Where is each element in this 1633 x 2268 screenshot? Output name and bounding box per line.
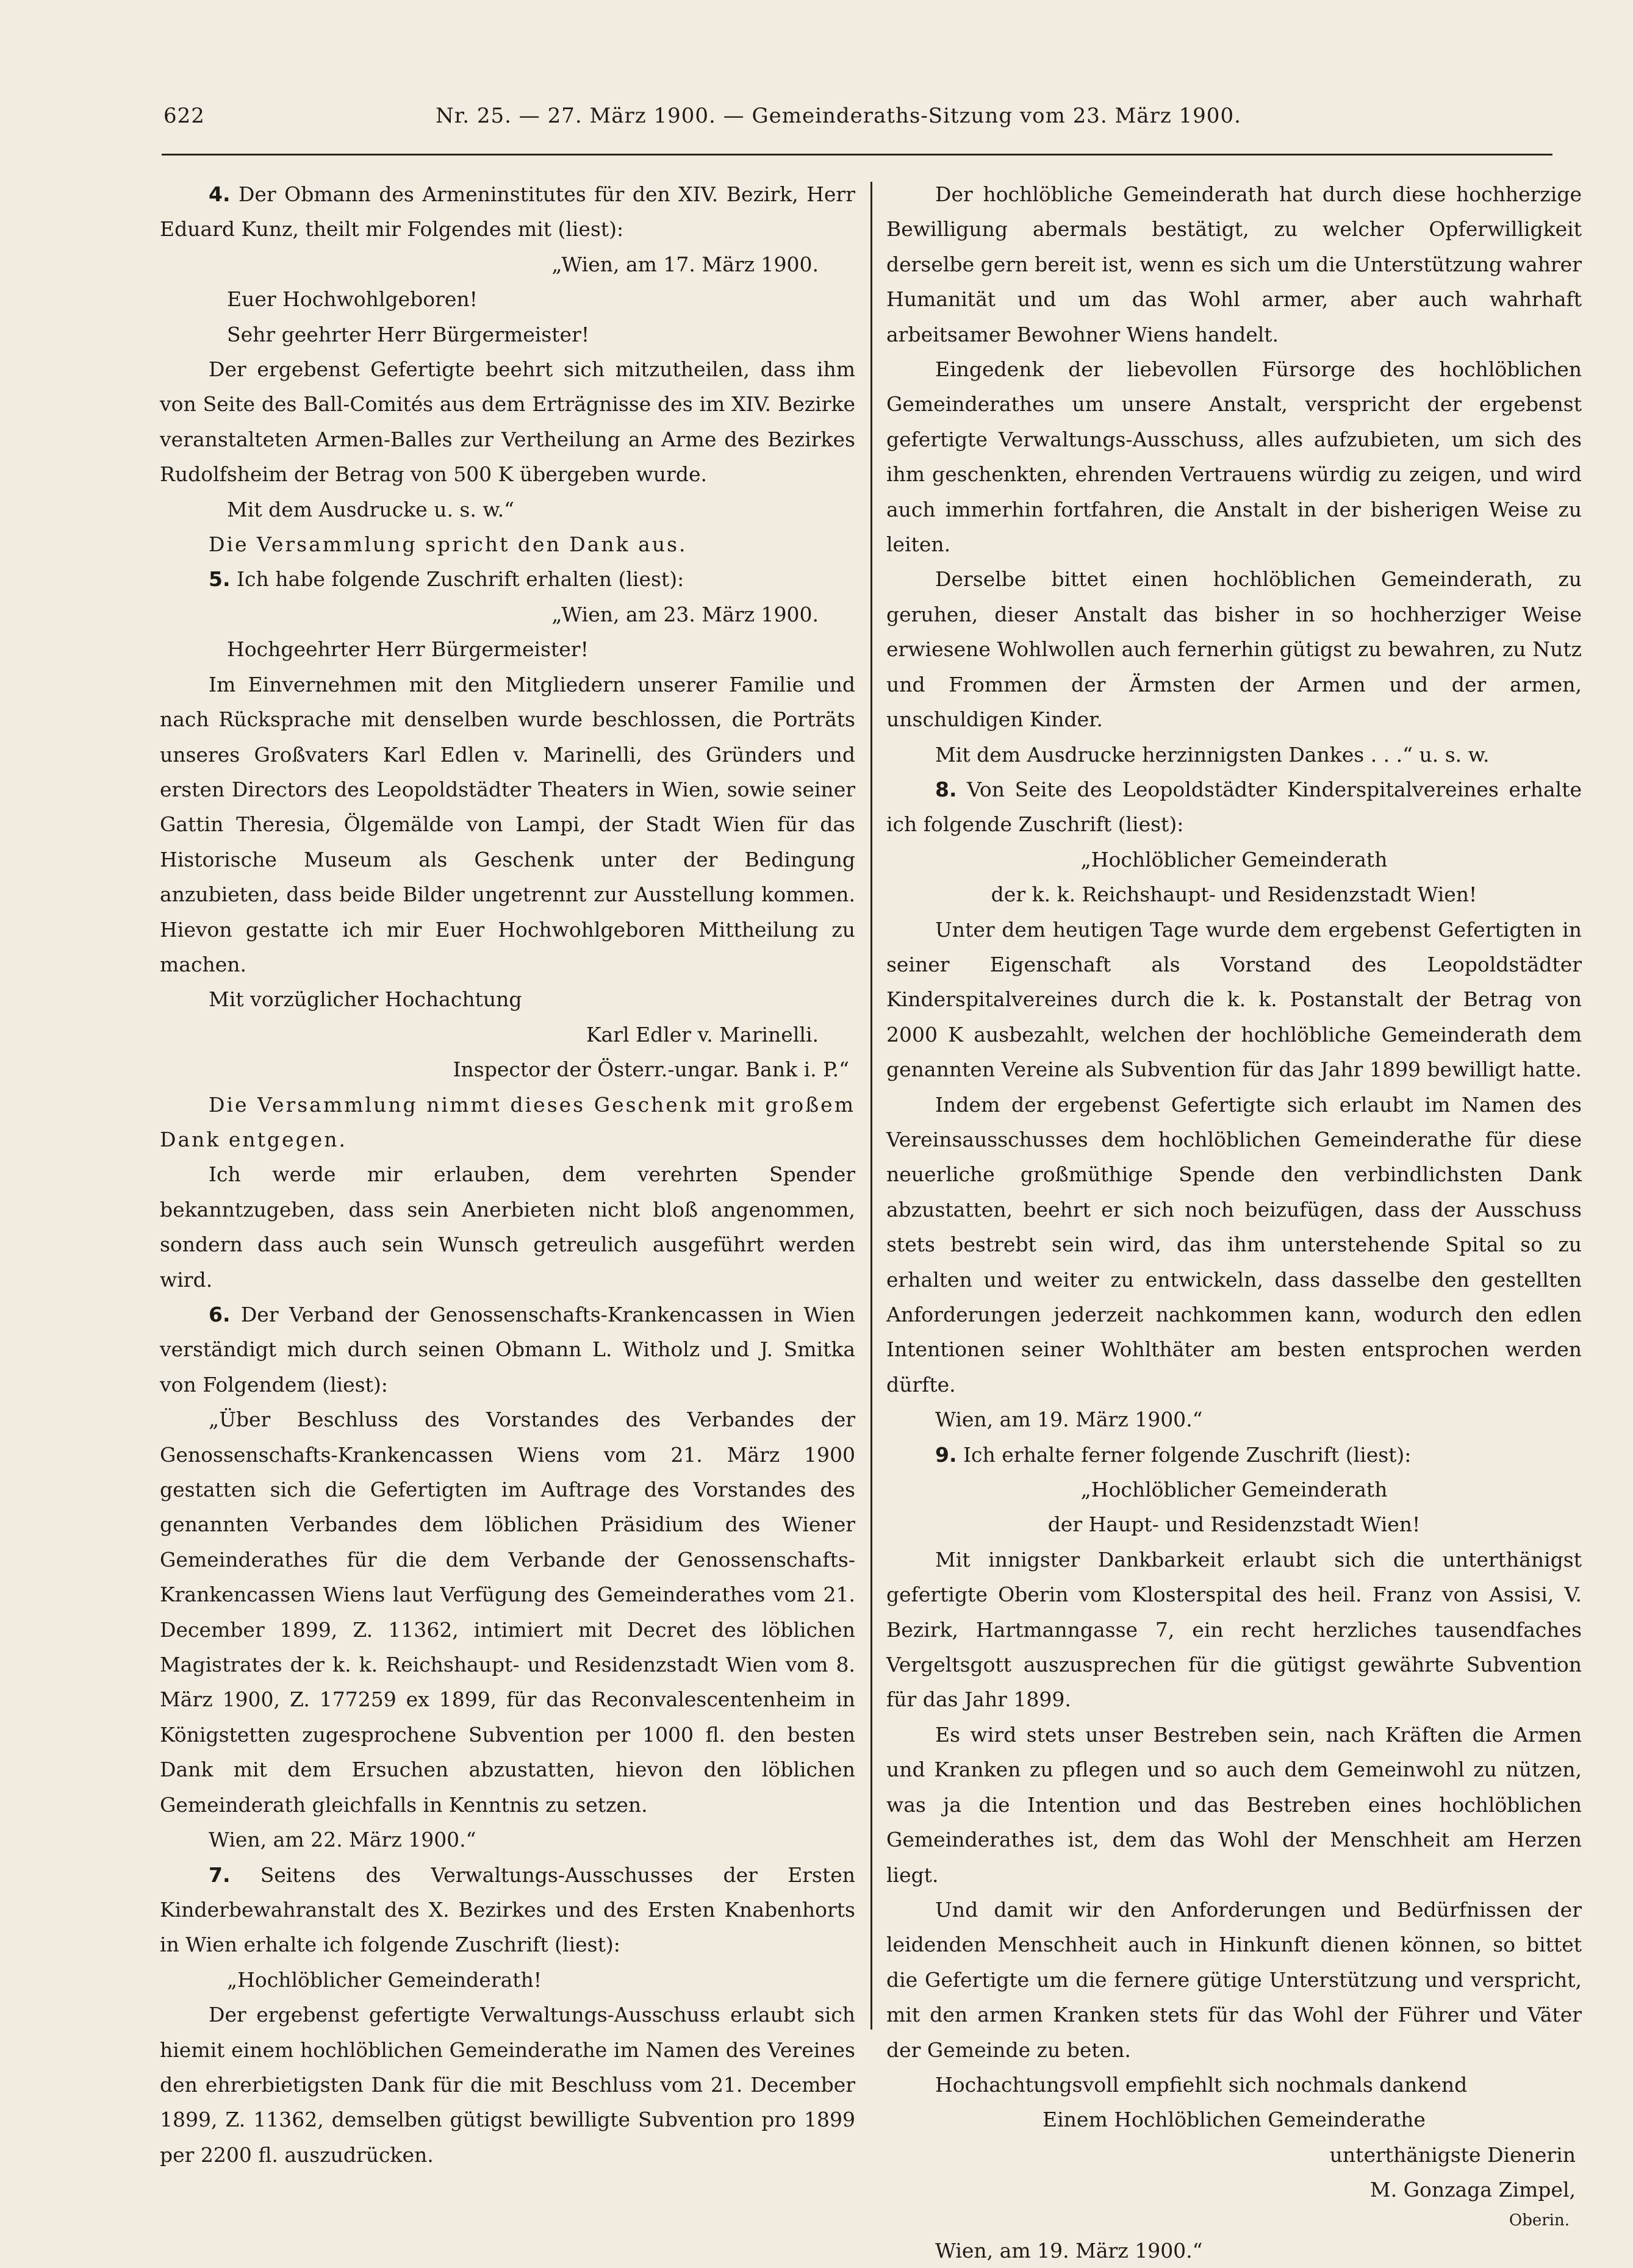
paragraph-text: Die Versammlung nimmt dieses Geschenk mit großem Dank entgegen. <box>160 1092 855 1151</box>
paragraph <box>160 527 855 562</box>
paragraph <box>160 1297 855 1402</box>
paragraph <box>160 1017 855 1052</box>
paragraph <box>160 317 855 352</box>
paragraph <box>160 352 855 492</box>
paragraph-text: Und damit wir den Anforderungen und Bedürfnissen der leidenden Menschheit auch in Hinkunft dienen können, so bittet die Gefertigte um die fernere gütige Unterstützung und verspricht, mit den armen Kranken stets für das Wohl der Führer und Väter der Gemeinde zu beten. <box>886 1897 1582 2062</box>
header-rule <box>162 154 1552 156</box>
paragraph-text: Indem der ergebenst Gefertigte sich erlaubt im Namen des Vereinsausschusses dem hochlöblichen Gemeinderathe für diese neuerliche großmüthige Spende den verbindlichsten Dank abzustatten, beehrt er sich noch beizufügen, dass der Ausschuss stets bestrebt sein wird, das ihm unterstehende Spital so zu erhalten und weiter zu entwickeln, dass dasselbe den gestellten Anforderungen jederzeit nachkommen kann, wodurch den edlen Intentionen seiner Wohlthäter am besten entsprochen werden dürfte. <box>886 1092 1582 1397</box>
paragraph <box>160 632 855 667</box>
paragraph <box>160 1052 855 1087</box>
item-number: 7. <box>209 1862 231 1887</box>
paragraph <box>886 2172 1582 2207</box>
paragraph-text: Derselbe bittet einen hochlöblichen Gemeinderath, zu geruhen, dieser Anstalt das bisher in so hochherziger Weise erwiesene Wohlwollen auch fernerhin gütigst zu bewahren, zu Nutz und Frommen der Ärmsten der Armen und der armen, unschuldigen Kinder. <box>886 567 1582 732</box>
paragraph <box>160 562 855 596</box>
paragraph <box>886 1717 1582 1892</box>
paragraph <box>886 842 1582 877</box>
paragraph-text: Unter dem heutigen Tage wurde dem ergebenst Gefertigten in seiner Eigenschaft als Vorstand des Leopoldstädter Kinderspitalvereines durch die k. k. Postanstalt der Betrag von 2000 K ausbezahlt, welchen der hochlöbliche Gemeinderath dem genannten Vereine als Subvention für das Jahr 1899 bewilligt hatte. <box>886 917 1582 1082</box>
paragraph-text: Euer Hochwohlgeboren! <box>227 287 478 312</box>
paragraph <box>160 1087 855 1157</box>
paragraph-text: Hochgeehrter Herr Bürgermeister! <box>227 637 589 662</box>
paragraph-text: Im Einvernehmen mit den Mitgliedern unserer Familie und nach Rücksprache mit denselben wurde beschlossen, die Porträts unseres Großvaters Karl Edlen v. Marinelli, des Gründers und ersten Directors des Leopoldstädter Theaters in Wien, sowie seiner Gattin Theresia, Ölgemälde von Lampi, der Stadt Wien für das Historische Museum als Geschenk unter der Bedingung anzubieten, dass beide Bilder ungetrennt zur Ausstellung kommen. Hievon gestatte ich mir Euer Hochwohlgeboren Mittheilung zu machen. <box>160 672 855 976</box>
paragraph <box>886 1437 1582 1472</box>
paragraph-text: Mit vorzüglicher Hochachtung <box>209 987 522 1012</box>
right-column <box>886 177 1582 2268</box>
paragraph <box>886 1892 1582 2067</box>
paragraph-text: Ich erhalte ferner folgende Zuschrift (liest): <box>963 1442 1412 1467</box>
paragraph-text: „Wien, am 17. März 1900. <box>551 252 819 276</box>
paragraph-text: Die Versammlung spricht den Dank aus. <box>209 532 687 557</box>
paragraph <box>886 2208 1582 2233</box>
item-number: 9. <box>935 1442 957 1467</box>
paragraph-text: Der Obmann des Armeninstitutes für den XIV. Bezirk, Herr Eduard Kunz, theilt mir Folgendes mit (liest): <box>160 182 855 241</box>
paragraph <box>886 352 1582 562</box>
paragraph-text: Der Verband der Genossenschafts-Krankencassen in Wien verständigt mich durch seinen Obmann L. Witholz und J. Smitka von Folgendem (liest): <box>160 1303 855 1397</box>
paragraph-text: Wien, am 22. März 1900.“ <box>209 1828 476 1852</box>
paragraph-text: Karl Edler v. Marinelli. <box>586 1022 819 1046</box>
paragraph <box>160 982 855 1017</box>
page-header <box>163 104 1432 140</box>
paragraph-text: Von Seite des Leopoldstädter Kinderspitalvereines erhalte ich folgende Zuschrift (liest): <box>886 777 1582 837</box>
paragraph <box>160 597 855 632</box>
paragraph-text: Oberin. <box>1509 2211 1570 2230</box>
paragraph-text: M. Gonzaga Zimpel, <box>1369 2178 1576 2202</box>
paragraph <box>886 1402 1582 1437</box>
paragraph <box>160 177 855 247</box>
paragraph-text: der Haupt- und Residenzstadt Wien! <box>1047 1512 1421 1537</box>
paragraph-text: Es wird stets unser Bestreben sein, nach Kräften die Armen und Kranken zu pflegen und so auch dem Gemeinwohl zu nützen, was ja die Intention und das Bestreben eines hochlöblichen Gemeinderathes ist, dem das Wohl der Menschheit am Herzen liegt. <box>886 1722 1582 1887</box>
paragraph <box>886 2067 1582 2102</box>
paragraph <box>160 1402 855 1822</box>
paragraph <box>160 667 855 982</box>
paragraph <box>886 737 1582 772</box>
paragraph <box>160 1822 855 1857</box>
paragraph-text: Mit dem Ausdrucke herzinnigsten Dankes . . .“ u. s. w. <box>935 742 1490 767</box>
paragraph-text: „Wien, am 23. März 1900. <box>551 602 819 626</box>
paragraph-text: „Hochlöblicher Gemeinderath <box>1080 847 1388 871</box>
paragraph-text: Ich werde mir erlauben, dem verehrten Spender bekanntzugeben, dass sein Anerbieten nicht bloß angenommen, sondern dass auch sein Wunsch getreulich ausgeführt werden wird. <box>160 1162 855 1292</box>
paragraph-text: Einem Hochlöblichen Gemeinderathe <box>1043 2108 1426 2132</box>
paragraph <box>886 912 1582 1087</box>
paragraph <box>160 492 855 527</box>
paragraph <box>886 2233 1582 2268</box>
paragraph <box>160 1157 855 1297</box>
paragraph <box>160 1997 855 2172</box>
paragraph <box>886 1507 1582 1542</box>
paragraph <box>160 1858 855 1962</box>
running-title: Nr. 25. — 27. März 1900. — Gemeinderaths-Sitzung vom 23. März 1900. <box>436 104 1241 128</box>
paragraph-text: Hochachtungsvoll empfiehlt sich nochmals dankend <box>935 2072 1468 2097</box>
paragraph <box>886 1472 1582 1507</box>
paragraph-text: „Hochlöblicher Gemeinderath <box>1080 1478 1388 1502</box>
item-number: 6. <box>209 1303 231 1326</box>
paragraph <box>886 1087 1582 1403</box>
paragraph <box>886 1542 1582 1717</box>
paragraph <box>886 562 1582 737</box>
paragraph-text: Sehr geehrter Herr Bürgermeister! <box>227 322 590 346</box>
item-number: 8. <box>935 777 957 801</box>
page-number: 622 <box>163 104 205 128</box>
paragraph-text: Ich habe folgende Zuschrift erhalten (liest): <box>237 567 684 592</box>
paragraph-text: Der hochlöbliche Gemeinderath hat durch diese hochherzige Bewilligung abermals bestätigt, zu welcher Opferwilligkeit derselbe gern bereit ist, wenn es sich um die Unterstützung wahrer Humanität und um das Wohl armer, aber auch wahrhaft arbeitsamer Bewohner Wiens handelt. <box>886 182 1582 346</box>
left-column <box>160 177 855 2172</box>
paragraph-text: Inspector der Österr.-ungar. Bank i. P.“ <box>453 1057 849 1082</box>
paragraph-text: Mit dem Ausdrucke u. s. w.“ <box>227 497 515 521</box>
paragraph <box>886 2137 1582 2172</box>
paragraph <box>886 772 1582 842</box>
paragraph-text: Eingedenk der liebevollen Fürsorge des hochlöblichen Gemeinderathes um unsere Anstalt, verspricht der ergebenst gefertigte Verwaltungs-Ausschuss, alles aufzubieten, um sich des ihm geschenkten, ehrenden Vertrauens würdig zu zeigen, und wird auch immerhin fortfahren, die Anstalt in der bisherigen Weise zu leiten. <box>886 357 1582 557</box>
paragraph-text: Mit innigster Dankbarkeit erlaubt sich die unterthänigst gefertigte Oberin vom Klosterspital des heil. Franz von Assisi, V. Bezirk, Hartmanngasse 7, ein recht herzliches tausendfaches Vergeltsgott auszusprechen für die gütigst gewährte Subvention für das Jahr 1899. <box>886 1547 1582 1712</box>
paragraph <box>886 2102 1582 2137</box>
paragraph-text: Seitens des Verwaltungs-Ausschusses der Ersten Kinderbewahranstalt des X. Bezirkes und des Ersten Knabenhorts in Wien erhalte ich folgende Zuschrift (liest): <box>160 1862 855 1957</box>
paragraph <box>160 1962 855 1997</box>
paragraph-text: „Hochlöblicher Gemeinderath! <box>227 1967 542 1992</box>
paragraph <box>160 282 855 317</box>
paragraph-text: der k. k. Reichshaupt- und Residenzstadt Wien! <box>991 882 1477 907</box>
item-number: 5. <box>209 567 231 592</box>
paragraph-text: „Über Beschluss des Vorstandes des Verbandes der Genossenschafts-Krankencassen Wiens vom 21. März 1900 gestatten sich die Gefertigten im Auftrage des Vorstandes des genannten Verbandes dem löblichen Präsidium des Wiener Gemeinderathes für die dem Verbande der Genossenschafts-Krankencassen Wiens laut Verfügung des Gemeinderathes vom 21. December 1899, Z. 11362, intimiert mit Decret des löblichen Magistrates der k. k. Reichshaupt- und Residenzstadt Wien vom 8. März 1900, Z. 177259 ex 1899, für das Reconvalescentenheim in Königstetten zugesprochene Subvention per 1000 fl. den besten Dank mit dem Ersuchen abzustatten, hievon den löblichen Gemeinderath gleichfalls in Kenntnis zu setzen. <box>160 1408 855 1817</box>
paragraph-text: Der ergebenst gefertigte Verwaltungs-Ausschuss erlaubt sich hiemit einem hochlöblichen Gemeinderathe im Namen des Vereines den ehrerbietigsten Dank für die mit Beschluss vom 21. December 1899, Z. 11362, demselben gütigst bewilligte Subvention pro 1899 per 2200 fl. auszudrücken. <box>160 2003 855 2167</box>
paragraph <box>886 177 1582 352</box>
paragraph <box>160 247 855 282</box>
paragraph-text: Wien, am 19. März 1900.“ <box>935 1408 1203 1432</box>
column-rule <box>870 182 872 2030</box>
paragraph-text: Wien, am 19. März 1900.“ <box>935 2238 1203 2263</box>
paragraph-text: unterthänigste Dienerin <box>1329 2142 1576 2167</box>
paragraph <box>886 877 1582 912</box>
item-number: 4. <box>209 182 231 206</box>
paragraph-text: Der ergebenst Gefertigte beehrt sich mitzutheilen, dass ihm von Seite des Ball-Comités aus dem Erträgnisse des im XIV. Bezirke veranstalteten Armen-Balles zur Vertheilung an Arme des Bezirkes Rudolfsheim der Betrag von 500 K übergeben wurde. <box>160 357 855 487</box>
